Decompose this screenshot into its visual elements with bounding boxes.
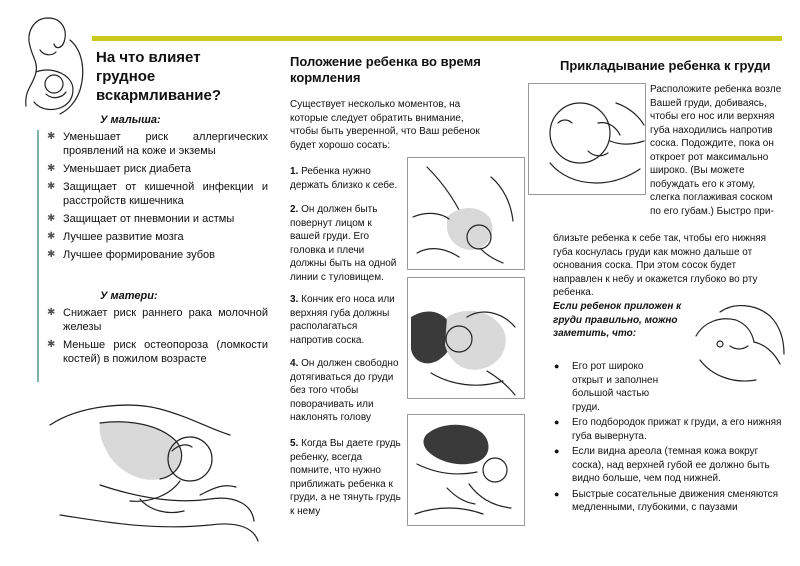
correct-latch-heading: Если ребенок приложен к груди правильно, можно заметить, что: (553, 301, 682, 339)
column2-intro: Существует несколько моментов, на которые следует обратить внимание, чтобы быть уверенной, что Ваш ребенок будет хорошо сосать: (290, 99, 480, 151)
position-step-2: 2. Он должен быть повернут лицом к вашей груди. Его головка и плечи должны быть на одной линии с туловищем. (290, 204, 397, 283)
list-item: ● Если видна ареола (темная кожа вокруг соска), над верхней губой ее должно быть видно больше, чем под нижней. (553, 445, 785, 486)
asterisk-icon: ✱ (47, 339, 56, 350)
accent-bar (92, 36, 782, 41)
column2-title: Положение ребенка во время кормления (290, 54, 481, 85)
list-item: ✱ Меньше риск остеопороза (ломкости костей) в пожилом возрасте (47, 339, 268, 365)
position-illustration-2 (407, 277, 525, 399)
list-item: ✱ Уменьшает риск диабета (47, 163, 192, 175)
asterisk-icon: ✱ (47, 131, 56, 142)
position-step-1: 1. Ребенка нужно держать близко к себе. (290, 166, 398, 191)
list-item: ● Быстрые сосательные движения сменяются медленными, глубокими, с паузами (553, 488, 785, 515)
side-line (37, 130, 39, 382)
baby-heading: У малыша: (100, 114, 161, 126)
list-item: ✱ Снижает риск раннего рака молочной железы (47, 307, 268, 333)
position-illustration-3 (407, 414, 525, 526)
mother-heading: У матери: (100, 290, 158, 302)
latch-illustration (528, 83, 646, 195)
asterisk-icon: ✱ (47, 249, 56, 260)
list-item: ✱ Защищает от пневмонии и астмы (47, 213, 235, 225)
list-item: ✱ Защищает от кишечной инфекции и расстройств кишечника (47, 181, 268, 207)
list-item: ● Его подбородок прижат к груди, а его нижняя губа вывернута. (553, 416, 785, 443)
baby-benefits-list (40, 130, 268, 266)
mother-benefits-list (40, 306, 268, 370)
asterisk-icon: ✱ (47, 181, 56, 192)
latch-instructions-top: Расположите ребенка возле Вашей груди, добиваясь, чтобы его нос или верхняя губа находились напротив соска. Подождите, пока он откроет рот максимально широко. (Вы можете побуждать его к этому, слегка поглаживая соском по его губам.) Быстро при- (650, 84, 782, 217)
position-step-4: 4. Он должен свободно дотягиваться до груди без того чтобы поворачивать или наклонять голову (290, 358, 399, 423)
latch-instructions-bottom: близьте ребенка к себе так, чтобы его нижняя губа коснулась груди как можно дальше от основания соска. При этом сосок будет направлен к небу и окажется глубоко во рту ребенка. (553, 233, 767, 298)
asterisk-icon: ✱ (47, 231, 56, 242)
correct-latch-signs (553, 360, 785, 517)
asterisk-icon: ✱ (47, 307, 56, 318)
list-item: ✱ Лучшее формирование зубов (47, 249, 215, 261)
list-item: ✱ Лучшее развитие мозга (47, 231, 184, 243)
breastfeeding-illustration (40, 395, 265, 553)
position-step-3: 3. Кончик его носа или верхняя губа должны располагаться напротив соска. (290, 294, 395, 346)
column3-title: Прикладывание ребенка к груди (560, 58, 771, 73)
asterisk-icon: ✱ (47, 213, 56, 224)
mother-child-logo (10, 10, 100, 120)
list-item: ● Его рот широко открыт и заполнен большой частью груди. (553, 360, 675, 414)
asterisk-icon: ✱ (47, 163, 56, 174)
position-step-5: 5. Когда Вы даете грудь ребенку, всегда помните, что нужно приближать ребенка к груди, а не тянуть грудь к нему (290, 438, 401, 517)
list-item: ✱ Уменьшает риск аллергических проявлений на коже и экземы (47, 131, 268, 157)
position-illustration-1 (407, 157, 525, 270)
column1-title: На что влияет грудное вскармливание? (96, 49, 222, 104)
